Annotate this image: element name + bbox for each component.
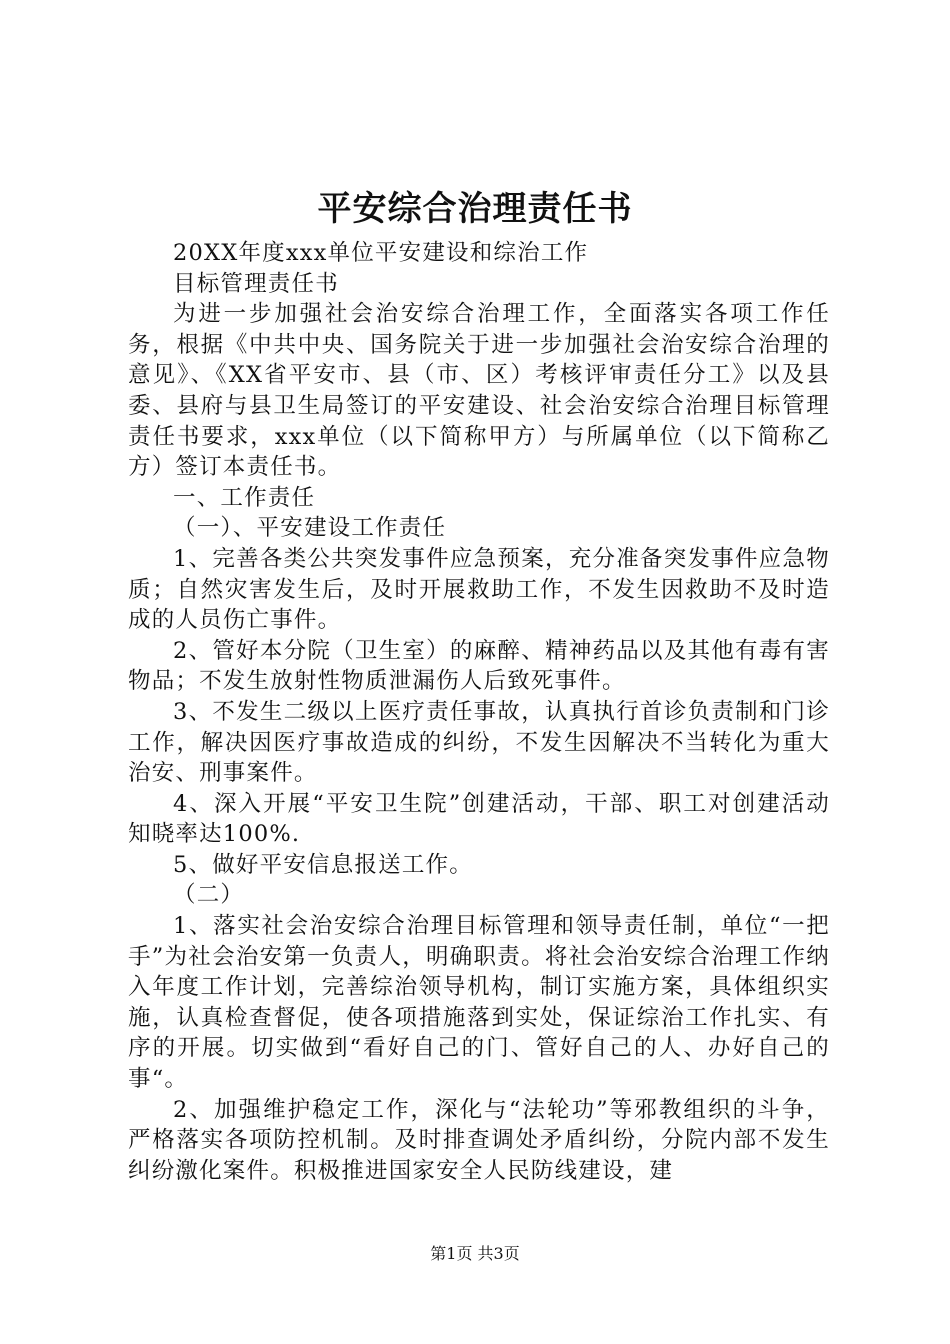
item-paragraph: 2、加强维护稳定工作，深化与“法轮功”等邪教组织的斗争，严格落实各项防控机制。及时排查调处矛盾纠纷，分院内部不发生纠纷激化案件。积极推进国家安全人民防线建设，建 — [128, 1096, 830, 1184]
item-paragraph: 3、不发生二级以上医疗责任事故，认真执行首诊负责制和门诊工作，解决因医疗事故造成的纠纷，不发生因解决不当转化为重大治安、刑事案件。 — [128, 698, 830, 787]
intro-paragraph: 为进一步加强社会治安综合治理工作，全面落实各项工作任务，根据《中共中央、国务院关于进一步加强社会治安综合治理的意见》、《XX省平安市、县（市、区）考核评审责任分工》以及县委、县府与县卫生局签订的平安建设、社会治安综合治理目标管理责任书要求，xxx单位（以下简称甲方）与所属单位（以下简称乙方）签订本责任书。 — [128, 301, 830, 481]
document-body — [128, 238, 830, 1186]
subsection-heading: （一）、平安建设工作责任 — [173, 515, 447, 542]
item-paragraph: 1、落实社会治安综合治理目标管理和领导责任制，单位“一把手”为社会治安第一负责人，明确职责。将社会治安综合治理工作纳入年度工作计划，完善综治领导机构，制订实施方案，具体组织实施，认真检查督促，使各项措施落到实处，保证综治工作扎实、有序的开展。切实做到“看好自己的门、管好自己的人、办好自己的事“。 — [128, 913, 830, 1093]
page-footer: 第1页 共3页 — [430, 1244, 520, 1263]
item-paragraph: 1、完善各类公共突发事件应急预案，充分准备突发事件应急物质；自然灾害发生后，及时开展救助工作，不发生因救助不及时造成的人员伤亡事件。 — [128, 545, 830, 634]
section-heading: 一、工作责任 — [173, 484, 316, 511]
subsection-heading: （二） — [173, 882, 245, 909]
item-paragraph: 2、管好本分院（卫生室）的麻醉、精神药品以及其他有毒有害物品；不发生放射性物质泄漏伤人后致死事件。 — [128, 637, 830, 695]
document-title: 平安综合治理责任书 — [317, 189, 633, 229]
item-paragraph: 4、深入开展“平安卫生院”创建活动，干部、职工对创建活动知晓率达100%. — [128, 790, 830, 848]
subtitle-line-2: 目标管理责任书 — [173, 270, 339, 297]
item-paragraph: 5、做好平安信息报送工作。 — [173, 851, 473, 878]
subtitle-line-1: 20XX年度xxx单位平安建设和综治工作 — [173, 240, 589, 266]
